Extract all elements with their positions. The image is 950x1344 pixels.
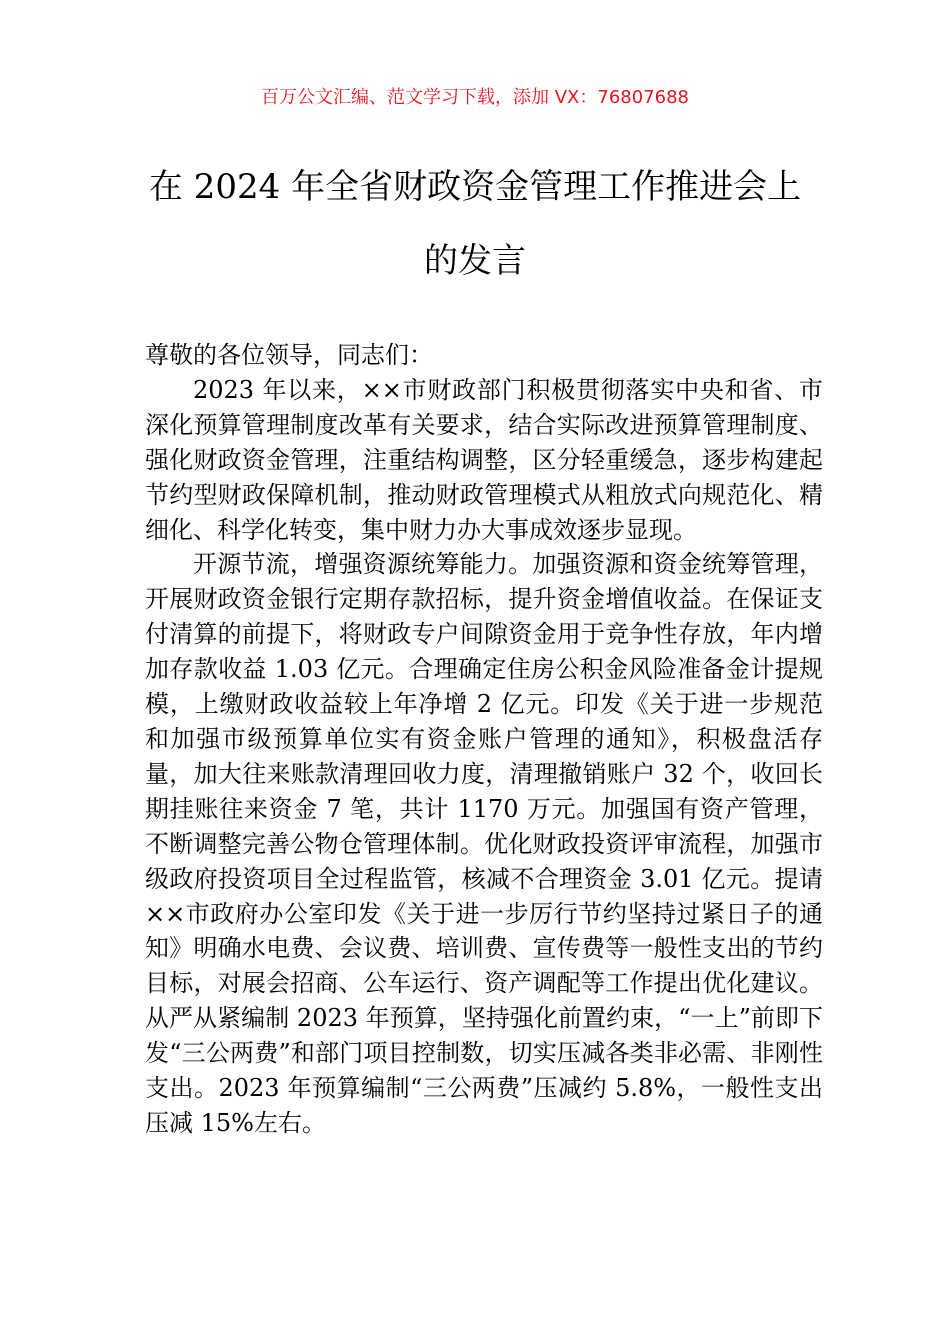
document-body [145,338,823,1141]
download-banner: 百万公文汇编、范文学习下载，添加 VX：76807688 [261,87,689,108]
paragraph-open-source: 开源节流，增强资源统筹能力。加强资源和资金统筹管理，开展财政资金银行定期存款招标，提升资金增值收益。在保证支付清算的前提下，将财政专户间隙资金用于竞争性存放，年内增加存款收益 1.03 亿元。合理确定住房公积金风险准备金计提规模，上缴财政收益较上年净增 2 亿元。印发《关于进一步规范和加强市级预算单位实有资金账户管理的通知》，积极盘活存量，加大往来账款清理回收力度，清理撤销账户 32 个，收回长期挂账往来资金 7 笔，共计 1170 万元。加强国有资产管理，不断调整完善公物仓管理体制。优化财政投资评审流程，加强市级政府投资项目全过程监管，核减不合理资金 3.01 亿元。提请××市政府办公室印发《关于进一步厉行节约坚持过紧日子的通知》明确水电费、会议费、培训费、宣传费等一般性支出的节约目标，对展会招商、公车运行、资产调配等工作提出优化建议。从严从紧编制 2023 年预算，坚持强化前置约束，“一上”前即下发“三公两费”和部门项目控制数，切实压减各类非必需、非刚性支出。2023 年预算编制“三公两费”压减约 5.8%，一般性支出压减 15%左右。 [145,550,823,1137]
document-title: 在 2024 年全省财政资金管理工作推进会上 的发言 [148,167,802,281]
paragraph-intro: 2023 年以来，××市财政部门积极贯彻落实中央和省、市深化预算管理制度改革有关要求，结合实际改进预算管理制度、强化财政资金管理，注重结构调整，区分轻重缓急，逐步构建起节约型财政保障机制，推动财政管理模式从粗放式向规范化、精细化、科学化转变，集中财力办大事成效逐步显现。 [145,375,823,544]
salutation: 尊敬的各位领导，同志们： [145,341,433,369]
